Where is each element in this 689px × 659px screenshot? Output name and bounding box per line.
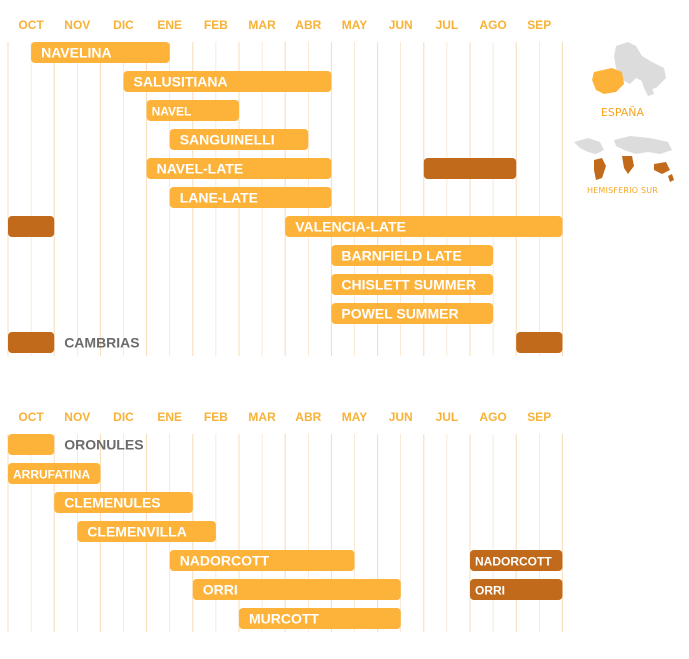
legend-south-label: HEMISFERIO SUR <box>586 186 659 195</box>
month-tick-label: JUL <box>435 18 459 32</box>
season-bar-label: NADORCOTT <box>179 552 270 569</box>
month-tick-label: ABR <box>295 18 322 32</box>
season-bar-label: BARNFIELD LATE <box>341 247 462 264</box>
season-bar-label: MURCOTT <box>249 610 319 627</box>
month-tick-label: ABR <box>295 410 322 424</box>
season-bar-label: CLEMENVILLA <box>87 523 187 540</box>
season-bar-label: NAVELINA <box>41 44 112 61</box>
season-bar-label: CHISLETT SUMMER <box>341 276 476 293</box>
southern-hemisphere-map-icon <box>570 134 675 182</box>
season-bar-label: CLEMENULES <box>64 494 161 511</box>
season-bar-label: NAVEL-LATE <box>156 160 244 177</box>
month-tick-label: OCT <box>18 410 44 424</box>
month-tick-label: AGO <box>479 410 507 424</box>
season-bar-label: LANE-LATE <box>179 189 258 206</box>
month-tick-label: ENE <box>157 410 183 424</box>
month-tick-label: ENE <box>157 18 183 32</box>
month-tick-label: SEP <box>527 18 552 32</box>
month-tick-label: JUN <box>388 18 413 32</box>
month-tick-label: MAR <box>248 410 276 424</box>
month-tick-label: MAY <box>341 410 368 424</box>
season-bar-label: ORONULES <box>64 436 144 453</box>
month-tick-label: MAR <box>248 18 276 32</box>
season-bar-label: CAMBRIAS <box>64 334 140 351</box>
season-bar-label: ORRI <box>202 581 238 598</box>
season-bar-label: NADORCOTT <box>475 554 552 569</box>
month-tick-label: JUL <box>435 410 459 424</box>
month-tick-label: OCT <box>18 18 44 32</box>
season-bar <box>8 434 54 455</box>
season-bar <box>8 216 54 237</box>
month-tick-label: SEP <box>527 410 552 424</box>
month-tick-label: AGO <box>479 18 507 32</box>
season-bar-label: ARRUFATINA <box>13 467 91 482</box>
month-tick-label: DIC <box>113 18 134 32</box>
month-tick-label: NOV <box>64 410 91 424</box>
month-tick-label: NOV <box>64 18 91 32</box>
season-bar <box>8 332 54 353</box>
legend-spain-label: ESPAÑA <box>600 106 645 119</box>
month-tick-label: JUN <box>388 410 413 424</box>
legend <box>570 38 675 198</box>
month-tick-label: MAY <box>341 18 368 32</box>
month-tick-label: FEB <box>203 410 228 424</box>
season-bar-label: POWEL SUMMER <box>341 305 459 322</box>
season-bar <box>424 158 516 179</box>
season-bar-label: SALUSITIANA <box>133 73 228 90</box>
season-bar-label: NAVEL <box>151 104 192 119</box>
month-tick-label: DIC <box>113 410 134 424</box>
season-bar <box>516 332 562 353</box>
month-tick-label: FEB <box>203 18 228 32</box>
spain-map-icon <box>570 38 675 100</box>
season-bar-label: VALENCIA-LATE <box>295 218 406 235</box>
season-bar-label: ORRI <box>475 583 505 598</box>
season-bar-label: SANGUINELLI <box>179 131 275 148</box>
